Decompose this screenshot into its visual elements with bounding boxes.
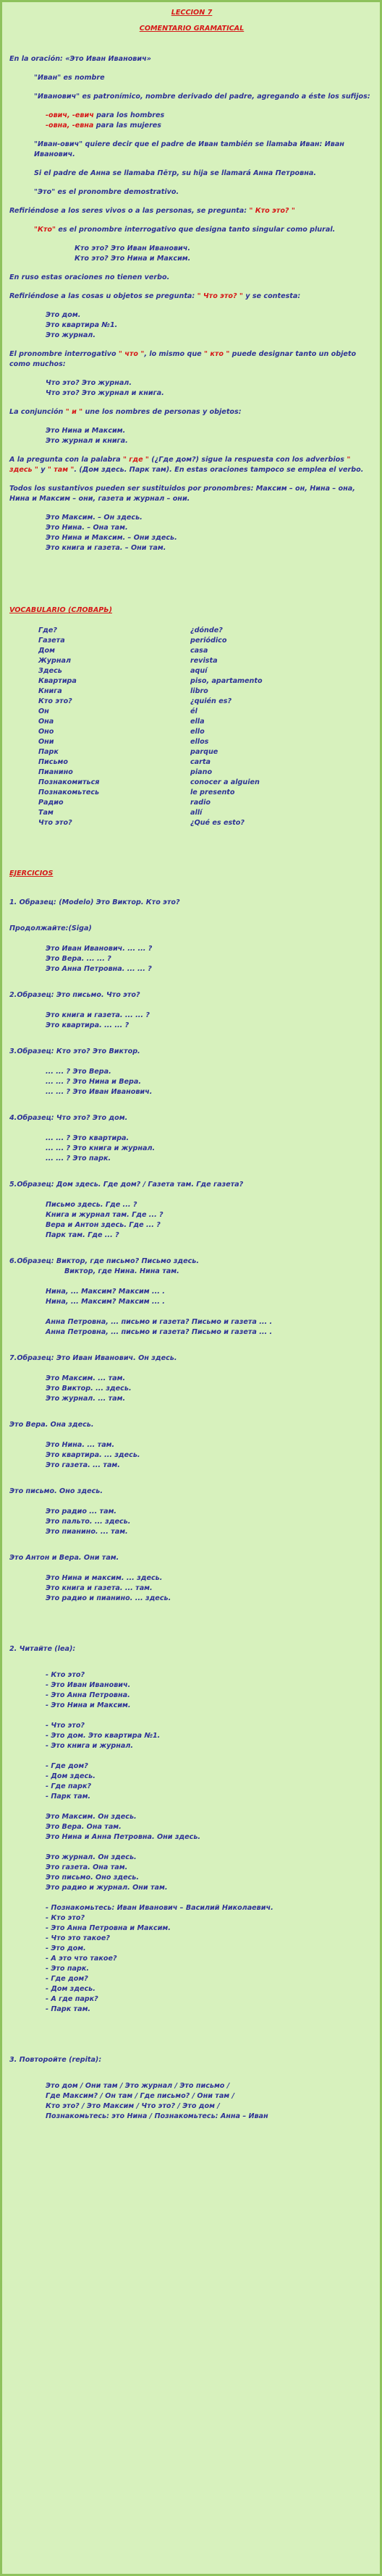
ex6-line: Анна Петровна, ... письмо и газета? Письмо и газета ... . xyxy=(46,1318,273,1326)
reading-line: - Это книга и журнал. xyxy=(46,1742,134,1750)
example-chto-3: Это журнал. xyxy=(46,331,96,339)
reading-title: 2. Читайте (lea): xyxy=(9,1645,76,1653)
section-title-grammar: COMENTARIO GRAMATICAL xyxy=(139,25,245,33)
grammar-kto-word: "Кто" xyxy=(34,226,56,234)
grammar-kto-explain xyxy=(9,225,374,235)
reading-line: Это радио и журнал. Они там. xyxy=(46,1884,168,1892)
reading-group-1 xyxy=(9,1670,374,1711)
ex7b-lines xyxy=(9,1440,374,1471)
ex1-line: Это Вера. ... ... ? xyxy=(46,955,111,963)
vocab-russian: Квартира xyxy=(38,677,77,685)
vocab-spanish: allí xyxy=(190,809,203,817)
vocabulary-heading: VOCABULARIO (СЛОВАРЬ) xyxy=(9,606,112,614)
reading-group-6 xyxy=(9,1903,374,2015)
grammar-gde-red3: " там " xyxy=(47,466,75,474)
ex4-lines xyxy=(9,1134,374,1164)
repeat-lines xyxy=(9,2081,374,2122)
ex7c-head: Это письмо. Оно здесь. xyxy=(9,1487,103,1495)
example-chto-1: Это дом. xyxy=(46,311,81,319)
reading-line: Это письмо. Оно здесь. xyxy=(46,1874,139,1882)
grammar-gde-c: y xyxy=(38,466,48,474)
ex5-line: Книга и журнал там. Где ... ? xyxy=(46,1211,164,1219)
vocab-spanish: casa xyxy=(190,647,208,655)
reading-group-3 xyxy=(9,1761,374,1802)
vocab-russian: Здесь xyxy=(38,667,62,675)
vocab-russian: Он xyxy=(38,707,49,715)
ex6-lines-b xyxy=(9,1317,374,1338)
exercises-heading: EJERCICIOS xyxy=(9,870,54,877)
grammar-anna-note: Si el padre de Анна se llamaba Пётр, su hija se llamará Анна Петровна. xyxy=(34,169,316,177)
ex6-line: Нина, ... Максим? Максим ... . xyxy=(46,1298,165,1306)
ex7b-line: Это Нина. ... там. xyxy=(46,1441,115,1449)
vocab-spanish: le presento xyxy=(190,788,235,796)
ex3-line: ... ... ? Это Иван Иванович. xyxy=(46,1088,153,1096)
repeat-line: Это дом / Они там / Это журнал / Это письмо / xyxy=(46,2082,230,2090)
ex5-title: 5.Образец: Дом здесь. Где дом? / Газета там. Где газета? xyxy=(9,1181,244,1189)
ex6-title-cont: Виктор, где Нина. Нина там. xyxy=(64,1267,179,1275)
ex2-title: 2.Образец: Это письмо. Что это? xyxy=(9,991,140,999)
ex1-line: Это Иван Иванович. ... ... ? xyxy=(46,945,153,953)
vocab-spanish: libro xyxy=(190,687,208,695)
vocab-russian: Что это? xyxy=(38,819,72,827)
grammar-gde-red1: " где " xyxy=(122,456,149,464)
vocab-russian: Познакомьтесь xyxy=(38,788,100,796)
reading-line: - Это Анна Петровна и Максим. xyxy=(46,1924,171,1932)
vocab-russian: Газета xyxy=(38,637,65,645)
vocab-russian: Кто это? xyxy=(38,697,72,705)
ex7d-lines xyxy=(9,1573,374,1604)
ex4-line: ... ... ? Это квартира. xyxy=(46,1134,130,1142)
reading-line: - Дом здесь. xyxy=(46,1772,96,1780)
reading-group-4 xyxy=(9,1812,374,1842)
ex7d-head: Это Антон и Вера. Они там. xyxy=(9,1554,119,1562)
reading-line: - Кто это? xyxy=(46,1914,85,1922)
example-pron-1: Это Максим. – Он здесь. xyxy=(46,514,143,522)
vocab-russian: Письмо xyxy=(38,758,68,766)
suffix-men xyxy=(9,111,374,121)
grammar-conjunction-b: une los nombres de personas y objetos: xyxy=(82,408,242,416)
ex7c-lines xyxy=(9,1507,374,1537)
vocab-russian: Оно xyxy=(38,728,54,736)
ex7c-line: Это пианино. ... там. xyxy=(46,1528,128,1536)
ex1-lines xyxy=(9,944,374,974)
vocab-spanish: parque xyxy=(190,748,218,756)
ex6-title: 6.Образец: Виктор, где письмо? Письмо здесь. xyxy=(9,1257,199,1265)
vocab-spanish: ella xyxy=(190,718,205,726)
vocab-spanish: radio xyxy=(190,799,211,807)
reading-line: - Это дом. xyxy=(46,1944,86,1952)
reading-line: - Где парк? xyxy=(46,1782,92,1790)
reading-line: - Это Иван Иванович. xyxy=(46,1681,131,1689)
example-conj-1: Это Нина и Максим. xyxy=(46,427,126,435)
grammar-gde-red2: " здесь " xyxy=(9,456,351,474)
suffix-word: -овна, -евна xyxy=(46,122,94,129)
grammar-conjunction-a: La conjunción xyxy=(9,408,66,416)
vocab-russian: Там xyxy=(38,809,54,817)
ex6-line: Анна Петровна, ... письмо и газета? Письмо и газета ... . xyxy=(46,1328,273,1336)
ex6-line: Нина, ... Максим? Максим ... . xyxy=(46,1288,165,1296)
repeat-line: Кто это? / Это Максим / Что это? / Это дом / xyxy=(46,2102,220,2110)
grammar-kto-question xyxy=(9,206,374,216)
ex7b-line: Это квартира. ... здесь. xyxy=(46,1451,140,1459)
grammar-chto-question xyxy=(9,292,374,302)
ex5-line: Парк там. Где ... ? xyxy=(46,1231,119,1239)
grammar-chto-question-tail: y se contesta: xyxy=(242,292,301,300)
vocab-russian: Познакомиться xyxy=(38,778,100,786)
grammar-no-verb: En ruso estas oraciones no tienen verbo. xyxy=(9,273,170,281)
reading-line: Это Максим. Он здесь. xyxy=(46,1813,137,1821)
ex7-line: Это Виктор. ... здесь. xyxy=(46,1385,132,1393)
grammar-gde xyxy=(9,455,374,475)
vocab-spanish: ellos xyxy=(190,738,209,746)
ex7-line: Это Максим. ... там. xyxy=(46,1374,126,1382)
grammar-kto-question-red: " Кто это? " xyxy=(249,207,295,215)
example-chto-2: Это квартира №1. xyxy=(46,321,118,329)
ex4-title: 4.Образец: Что это? Это дом. xyxy=(9,1114,128,1122)
vocab-russian: Книга xyxy=(38,687,62,695)
grammar-chto-plural-a: El pronombre interrogativo xyxy=(9,350,119,358)
vocab-spanish: ello xyxy=(190,728,205,736)
ex7c-line: Это радио ... там. xyxy=(46,1508,117,1516)
reading-line: - А где парк? xyxy=(46,1995,98,2003)
example-pron-4: Это книга и газета. – Они там. xyxy=(46,544,166,552)
grammar-kto-explain-text: es el pronombre interrogativo que designa tanto singular como plural. xyxy=(56,226,336,234)
grammar-demonstrative: "Это" es el pronombre demostrativo. xyxy=(34,188,179,196)
reading-line: Это Нина и Анна Петровна. Они здесь. xyxy=(46,1833,201,1841)
reading-line: - Где дом? xyxy=(46,1762,88,1770)
grammar-chto-plural-b: , lo mismo que xyxy=(144,350,204,358)
example-plural-1: Что это? Это журнал. xyxy=(46,379,132,387)
grammar-chto-plural-red1: " что " xyxy=(118,350,145,358)
example-kto-2: Кто это? Это Нина и Максим. xyxy=(75,255,191,263)
reading-line: - Это дом. Это квартира №1. xyxy=(46,1732,161,1740)
vocab-russian: Они xyxy=(38,738,54,746)
reading-line: Это Вера. Она там. xyxy=(46,1823,122,1831)
example-kto-1: Кто это? Это Иван Иванович. xyxy=(75,245,190,252)
suffix-word: -ович, -евич xyxy=(46,111,94,119)
ex7d-line: Это радио и пианино. ... здесь. xyxy=(46,1594,171,1602)
vocab-spanish: conocer a alguien xyxy=(190,778,260,786)
ex7b-head: Это Вера. Она здесь. xyxy=(9,1421,94,1429)
ex5-line: Вера и Антон здесь. Где ... ? xyxy=(46,1221,161,1229)
grammar-kto-question-text: Refiriéndose a los seres vivos o a las personas, se pregunta: xyxy=(9,207,250,215)
vocab-russian: Радио xyxy=(38,799,64,807)
ex4-line: ... ... ? Это парк. xyxy=(46,1155,111,1162)
reading-group-5 xyxy=(9,1853,374,1893)
vocabulary-table xyxy=(9,626,374,828)
ex7b-line: Это газета. ... там. xyxy=(46,1461,120,1469)
grammar-intro: En la oración: «Это Иван Иванович» xyxy=(9,55,151,63)
reading-line: - Это Нина и Максим. xyxy=(46,1701,131,1709)
repeat-line: Познакомьтесь: это Нина / Познакомьтесь: Анна – Иван xyxy=(46,2112,268,2120)
ex7-lines xyxy=(9,1374,374,1404)
ex5-lines xyxy=(9,1200,374,1241)
grammar-section xyxy=(9,54,374,553)
vocab-russian: Пианино xyxy=(38,768,73,776)
example-pron-3: Это Нина и Максим. – Они здесь. xyxy=(46,534,177,542)
reading-line: - Дом здесь. xyxy=(46,1985,96,1993)
grammar-name-note: "Иван" es nombre xyxy=(34,74,105,82)
reading-line: - Парк там. xyxy=(46,2005,91,2013)
vocab-russian: Она xyxy=(38,718,54,726)
vocab-spanish: aquí xyxy=(190,667,208,675)
grammar-patronymic-note: "Иванович" es patronímico, nombre derivado del padre, agregando a éste los sufijos: xyxy=(34,93,370,101)
example-pron-2: Это Нина. – Она там. xyxy=(46,524,128,532)
example-conj-2: Это журнал и книга. xyxy=(46,437,128,445)
vocab-spanish: él xyxy=(190,707,198,715)
vocab-russian: Парк xyxy=(38,748,59,756)
reading-line: - Парк там. xyxy=(46,1793,91,1801)
ex1-prompt: Продолжайте:(Siga) xyxy=(9,924,92,932)
grammar-ivan-note: "Иван-ович" quiere decir que el padre de Иван también se llamaba Иван: Иван Иванович. xyxy=(34,140,344,158)
grammar-conjunction xyxy=(9,407,374,417)
reading-line: - Это Анна Петровна. xyxy=(46,1691,130,1699)
ex3-title: 3.Образец: Кто это? Это Виктор. xyxy=(9,1047,140,1055)
vocab-russian: Журнал xyxy=(38,657,71,665)
repeat-title: 3. Повторойте (repita): xyxy=(9,2056,102,2064)
vocab-russian: Дом xyxy=(38,647,55,655)
ex7c-line: Это пальто. ... здесь. xyxy=(46,1518,131,1526)
reading-line: Это газета. Она там. xyxy=(46,1863,128,1871)
grammar-gde-d: . (Дом здесь. Парк там). En estas oraciones tampoco se emplea el verbo. xyxy=(74,466,364,474)
ex1-title: 1. Образец: (Modelo) Это Виктор. Кто это? xyxy=(9,898,180,906)
ex2-line: Это квартира. ... ... ? xyxy=(46,1021,130,1029)
vocab-spanish: carta xyxy=(190,758,211,766)
grammar-chto-question-text: Refiriéndose a las cosas u objetos se pregunta: xyxy=(9,292,198,300)
grammar-gde-b: (¿Где дом?) sigue la respuesta con los adverbios xyxy=(148,456,347,464)
ex7-title: 7.Образец: Это Иван Иванович. Он здесь. xyxy=(9,1354,177,1362)
ex3-line: ... ... ? Это Вера. xyxy=(46,1068,111,1076)
ex6-lines-a xyxy=(9,1287,374,1307)
suffix-usage: para las mujeres xyxy=(93,122,162,129)
reading-line: Это журнал. Он здесь. xyxy=(46,1853,137,1861)
ex7-line: Это журнал. ... там. xyxy=(46,1395,126,1403)
reading-line: - Кто это? xyxy=(46,1671,85,1679)
lesson-title: LECCION 7 xyxy=(171,9,213,17)
vocab-spanish: periódico xyxy=(190,637,227,645)
ex2-lines xyxy=(9,1011,374,1031)
grammar-chto-plural xyxy=(9,349,374,370)
grammar-conjunction-red: " и " xyxy=(65,408,83,416)
vocab-spanish: piano xyxy=(190,768,213,776)
ex1-line: Это Анна Петровна. ... ... ? xyxy=(46,965,152,973)
reading-line: - Где дом? xyxy=(46,1975,88,1983)
vocab-spanish: revista xyxy=(190,657,218,665)
vocab-spanish: piso, apartamento xyxy=(190,677,263,685)
grammar-pronouns: Todos los sustantivos pueden ser sustituidos por pronombres: Максим – он, Нина – она, Нина и Максим – они, газета и журнал – они. xyxy=(9,485,355,503)
grammar-chto-plural-red2: " кто " xyxy=(204,350,230,358)
ex2-line: Это книга и газета. ... ... ? xyxy=(46,1011,150,1019)
grammar-chto-question-red: " Что это? " xyxy=(197,292,243,300)
vocab-spanish: ¿quién es? xyxy=(190,697,232,705)
ex7d-line: Это книга и газета. ... там. xyxy=(46,1584,153,1592)
repeat-line: Где Максим? / Он там / Где письмо? / Они там / xyxy=(46,2092,234,2100)
reading-group-2 xyxy=(9,1721,374,1751)
example-plural-2: Что это? Это журнал и книга. xyxy=(46,389,164,397)
reading-line: - А это что такое? xyxy=(46,1955,117,1963)
ex5-line: Письмо здесь. Где ... ? xyxy=(46,1201,137,1209)
exercises-section xyxy=(9,898,374,2122)
vocab-russian: Где? xyxy=(38,626,57,634)
grammar-gde-a: A la pregunta con la palabra xyxy=(9,456,123,464)
reading-line: - Что это? xyxy=(46,1722,85,1730)
grammar-chto-plural-c: puede designar tanto un objeto como muchos: xyxy=(9,350,357,368)
vocab-spanish: ¿dónde? xyxy=(190,626,223,634)
reading-line: - Познакомьтесь: Иван Иванович – Василий Николаевич. xyxy=(46,1904,273,1912)
ex3-lines xyxy=(9,1067,374,1097)
reading-line: - Что это такое? xyxy=(46,1934,110,1942)
ex4-line: ... ... ? Это книга и журнал. xyxy=(46,1144,156,1152)
suffix-usage: para los hombres xyxy=(93,111,165,119)
reading-line: - Это парк. xyxy=(46,1965,89,1973)
vocab-spanish: ¿Qué es esto? xyxy=(190,819,245,827)
ex7d-line: Это Нина и максим. ... здесь. xyxy=(46,1574,163,1582)
suffix-women xyxy=(9,121,374,131)
ex3-line: ... ... ? Это Нина и Вера. xyxy=(46,1078,142,1086)
